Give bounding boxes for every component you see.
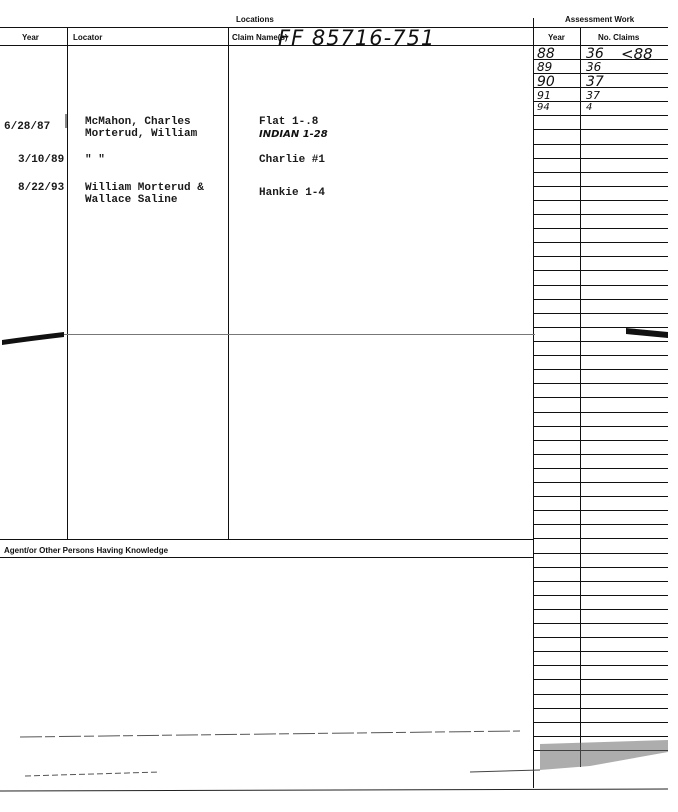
entry-3-locator-line-2: Wallace Saline	[85, 194, 178, 206]
aw-row-5-year: 94	[537, 102, 550, 113]
claim-name-column-header: Claim Name(s)	[232, 33, 288, 42]
entry-1-locator-line-1: McMahon, Charles	[85, 116, 191, 128]
agent-section-label: Agent/or Other Persons Having Knowledge	[4, 546, 169, 555]
entry-2-year: 3/10/89	[18, 154, 65, 166]
aw-row-4-claims: 37	[586, 89, 600, 102]
lower-scan-line	[0, 789, 668, 791]
aw-row-5-claims: 4	[586, 102, 593, 113]
bottom-scan-line	[20, 731, 520, 737]
entry-2-locator: " "	[85, 154, 105, 166]
entry-1-year: 6/28/87	[4, 121, 51, 133]
assessment-title: Assessment Work	[565, 15, 635, 24]
aw-row-3-year: 90	[537, 74, 555, 90]
entry-1-locator-line-2: Morterud, William	[85, 128, 198, 140]
locations-title: Locations	[236, 15, 274, 24]
locator-column-header: Locator	[73, 33, 103, 42]
aw-row-1-year: 88	[537, 46, 555, 62]
assessment-year-header: Year	[548, 33, 565, 42]
aw-row-4-year: 91	[537, 89, 551, 102]
entry-1-claim-handwritten: INDIAN 1-28	[259, 129, 328, 140]
aw-row-3-claims: 37	[586, 74, 604, 90]
aw-row-1-claims-extra: <88	[621, 45, 653, 63]
assessment-claims-header: No. Claims	[598, 33, 640, 42]
aw-row-1-claims: 36	[586, 46, 604, 62]
entry-3-locator-line-1: William Morterud &	[85, 182, 204, 194]
entry-3-claim: Hankie 1-4	[259, 187, 326, 199]
aw-row-2-claims: 36	[586, 60, 602, 74]
binder-mark-left	[2, 332, 64, 345]
entry-2-claim: Charlie #1	[259, 154, 326, 166]
entry-1-claim: Flat 1-.8	[259, 116, 319, 128]
file-number: FF 85716-751	[278, 26, 436, 50]
smudge-bottom-right	[540, 740, 668, 770]
binder-mark-right	[626, 328, 668, 338]
footer-scan-line-2	[470, 770, 540, 772]
footer-scan-line	[25, 772, 160, 776]
year-column-header: Year	[22, 33, 39, 42]
aw-row-2-year: 89	[537, 60, 553, 74]
entry-3-year: 8/22/93	[18, 182, 65, 194]
